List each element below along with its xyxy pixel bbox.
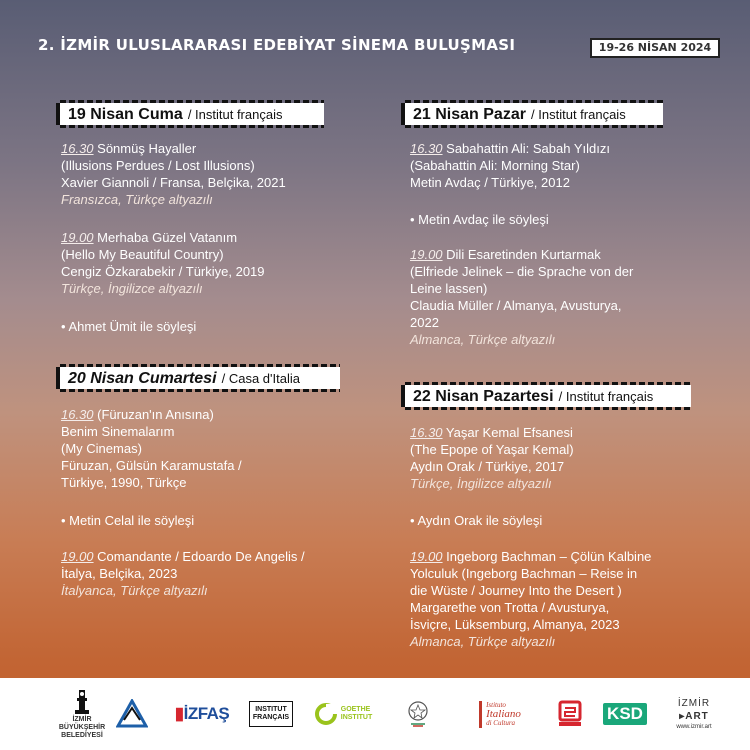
screening-20-1 — [61, 406, 242, 491]
event-title: 2. İZMİR ULUSLARARASI EDEBİYAT SİNEMA BULUŞMASI — [38, 36, 516, 54]
subtitle-info: Türkçe, İngilizce altyazılı — [61, 281, 203, 296]
film-credits-line: 2022 — [410, 315, 439, 330]
talk-19: • Ahmet Ümit ile söyleşi — [61, 319, 197, 334]
subtitle-info: Almanca, Türkçe altyazılı — [410, 332, 556, 347]
film-title: Comandante / Edoardo De Angelis / — [93, 549, 305, 564]
film-credits: Margarethe von Trotta / Avusturya, — [410, 600, 610, 615]
film-alt-title: (My Cinemas) — [61, 441, 142, 456]
film-title: Merhaba Güzel Vatanım — [93, 230, 238, 245]
talk-21: • Metin Avdaç ile söyleşi — [410, 212, 549, 227]
screening-time: 19.00 — [410, 247, 443, 262]
goethe-institut-logo: GOETHE INSTITUT — [312, 686, 374, 742]
day-name: 19 Nisan Cuma — [68, 106, 183, 123]
film-title: Dili Esaretinden Kurtarmak — [442, 247, 601, 262]
film-alt-title: (Hello My Beautiful Country) — [61, 247, 224, 262]
screening-20-2 — [61, 548, 305, 599]
film-credits-line: İsviçre, Lüksemburg, Almanya, 2023 — [410, 617, 620, 632]
screening-time: 19.00 — [61, 549, 94, 564]
screening-19-2 — [61, 229, 265, 297]
day-name: 21 Nisan Pazar — [413, 106, 526, 123]
goethe-circle-icon — [314, 702, 338, 726]
screening-time: 16.30 — [61, 141, 94, 156]
institut-francais-logo: INSTITUT FRANÇAIS — [248, 686, 294, 742]
subtitle-info: Türkçe, İngilizce altyazılı — [410, 476, 552, 491]
izfas-logo: ▮İZFAŞ — [174, 704, 230, 723]
izmir-art-url: www.izmir.art — [676, 724, 712, 730]
venue-label: / Institut français — [531, 107, 626, 122]
film-alt-title: (Illusions Perdues / Lost Illusions) — [61, 158, 255, 173]
venue-label: / Casa d'Italia — [221, 371, 300, 386]
day-header-21 — [401, 103, 663, 125]
film-title: (Füruzan'ın Anısına) — [93, 407, 214, 422]
film-alt-title: (The Epope of Yaşar Kemal) — [410, 442, 574, 457]
film-alt-title-line: Leine lassen) — [410, 281, 488, 296]
film-alt-title: (Sabahattin Ali: Morning Star) — [410, 158, 580, 173]
subtitle-info: İtalyanca, Türkçe altyazılı — [61, 583, 208, 598]
screening-22-2 — [410, 548, 651, 650]
talk-22: • Aydın Orak ile söyleşi — [410, 513, 543, 528]
screening-time: 16.30 — [410, 425, 443, 440]
ksd-logo: KSD — [600, 686, 650, 742]
day-name: 22 Nisan Pazartesi — [413, 388, 554, 405]
subtitle-info: Fransızca, Türkçe altyazılı — [61, 192, 213, 207]
film-credits-line: Türkiye, 1990, Türkçe — [61, 475, 187, 490]
italian-consulate-logo — [400, 686, 436, 742]
day-header-22 — [401, 385, 691, 407]
film-title: Yaşar Kemal Efsanesi — [442, 425, 573, 440]
screening-time: 19.00 — [61, 230, 94, 245]
film-credits: Xavier Giannoli / Fransa, Belçika, 2021 — [61, 175, 286, 190]
film-alt-title: die Wüste / Journey Into the Desert ) — [410, 583, 622, 598]
day-header-20 — [56, 367, 340, 389]
sinematek-logo — [552, 686, 588, 742]
emblem-icon — [405, 699, 431, 729]
venue-label: / Institut français — [187, 107, 283, 122]
talk-20: • Metin Celal ile söyleşi — [61, 513, 195, 528]
film-credits: Cengiz Özkarabekir / Türkiye, 2019 — [61, 264, 265, 279]
venue-label: / Institut français — [558, 389, 654, 404]
film-title: Ingeborg Bachman – Çölün Kalbine — [442, 549, 652, 564]
film-title: Sönmüş Hayaller — [93, 141, 197, 156]
istituto-italiano-logo: Istituto Italiano di Cultura — [467, 686, 533, 742]
film-credits: İtalya, Belçika, 2023 — [61, 566, 178, 581]
screening-time: 16.30 — [410, 141, 443, 156]
screening-22-1 — [410, 424, 574, 492]
film-credits: Füruzan, Gülsün Karamustafa / — [61, 458, 242, 473]
screening-21-1 — [410, 140, 610, 191]
clock-tower-icon — [71, 688, 93, 716]
film-title: Sabahattin Ali: Sabah Yıldızı — [442, 141, 610, 156]
day-header-19 — [56, 103, 324, 125]
izmir-art-logo: İZMİR ▸ART www.izmir.art — [676, 698, 712, 730]
sinematek-mark-icon — [557, 700, 583, 728]
subtitle-info: Almanca, Türkçe altyazılı — [410, 634, 556, 649]
film-credits: Aydın Orak / Türkiye, 2017 — [410, 459, 565, 474]
film-credits: Claudia Müller / Almanya, Avusturya, — [410, 298, 622, 313]
screening-21-2 — [410, 246, 633, 348]
triangle-emblem-icon — [116, 699, 148, 729]
sponsor-footer — [0, 678, 750, 750]
screening-time: 19.00 — [410, 549, 443, 564]
film-alt-title: (Elfriede Jelinek – die Sprache von der — [410, 264, 634, 279]
event-dates-badge: 19-26 NİSAN 2024 — [590, 38, 720, 58]
film-title-line: Benim Sinemalarım — [61, 424, 175, 439]
screening-time: 16.30 — [61, 407, 94, 422]
izmir-mark-logo — [114, 686, 150, 742]
film-credits: Metin Avdaç / Türkiye, 2012 — [410, 175, 570, 190]
header — [0, 0, 750, 62]
izmir-buyuksehir-logo: İZMİR BÜYÜKŞEHİR BELEDİYESİ — [52, 686, 112, 742]
screening-19-1 — [61, 140, 286, 208]
day-name: 20 Nisan Cumartesi — [68, 370, 217, 387]
film-title-line: Yolculuk (Ingeborg Bachman – Reise in — [410, 566, 638, 581]
